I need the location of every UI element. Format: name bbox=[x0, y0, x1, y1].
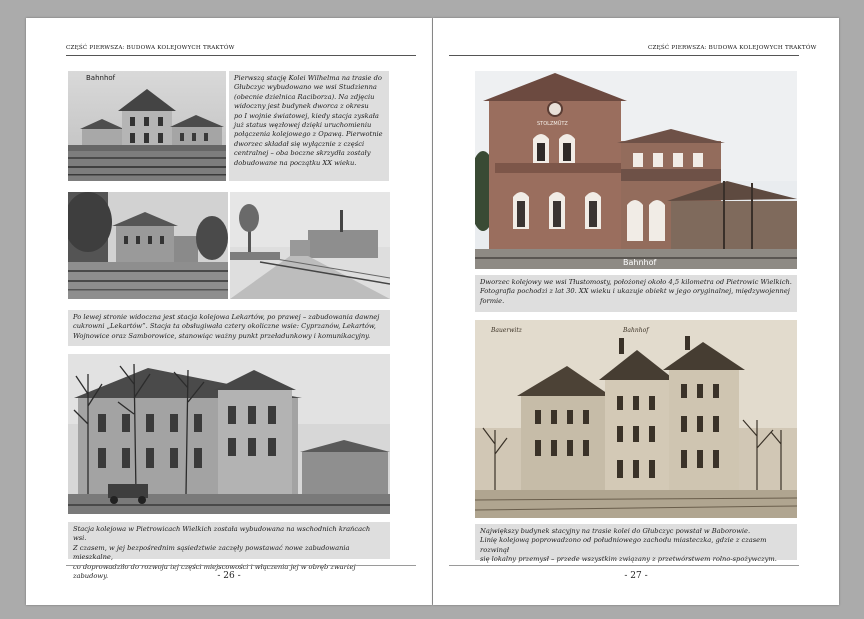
photo-tlustomosty-station bbox=[475, 71, 797, 269]
station-name-sign: STOLZMÜTZ bbox=[537, 121, 568, 127]
page-header: CZĘŚĆ PIERWSZA: BUDOWA KOLEJOWYCH TRAKTÓW bbox=[66, 45, 235, 51]
photo-baborow-station bbox=[475, 320, 797, 518]
photo-studzienna-station bbox=[68, 71, 226, 181]
caption-baborow: Największy budynek stacyjny na trasie kolei do Głubczyc powstał w Baborowie. Linię kolejową poprowadzono od południowego zachodu miasteczka, gdzie z czasem rozwinął się lokalny przemysł – przede wszystkim związany z przetwórstwem rolno-spożywczym. bbox=[475, 524, 797, 560]
footer-rule bbox=[449, 565, 799, 566]
page-number: - 27 - bbox=[624, 571, 648, 581]
photo-label-right: Bahnhof bbox=[623, 327, 649, 334]
photo-label-left: Bauerwitz bbox=[491, 327, 522, 334]
caption-pietrowice-wielkie: Stacja kolejowa w Pietrowicach Wielkich została wybudowana na wschodnich krańcach wsi. Z czasem, w jej bezpośrednim sąsiedztwie zaczęły powstawać nowe zabudowania mieszkalne, co doprowadziło do rozwoju tej części miejscowości i włączenia jej w obręb zwartej zabudowy. bbox=[68, 522, 390, 559]
photo-sign-text: Bahnhof bbox=[86, 74, 116, 82]
page-number: - 26 - bbox=[217, 571, 241, 581]
footer-rule bbox=[66, 565, 416, 566]
photo-pietrowice-wielkie-station bbox=[68, 354, 390, 514]
caption-studzienna: Pierwszą stację Kolei Wilhelma na trasie do Głubczyc wybudowano we wsi Studzienna (obecnie dzielnica Raciborza). Na zdjęciu widoczny jest budynek dworca z okresu po I wojnie światowej, kiedy stacja zyskała już status węzłowej dzięki uruchomieniu połączenia kolejowego z Opawą. Pierwotnie dworzec składał się wyłącznie z części centralnej – oba boczne skrzydła zostały dobudowane na początku XX wieku. bbox=[229, 71, 389, 181]
photo-overlay-text: Bahnhof bbox=[623, 258, 657, 267]
photo-lekartow-sugar-factory bbox=[230, 192, 390, 299]
caption-tlustomosty: Dworzec kolejowy we wsi Tłustomosty, położonej około 4,5 kilometra od Pietrowic Wielkich. Fotografia pochodzi z lat 30. XX wieku i ukazuje obiekt w jego oryginalnej, międzywojennej formie. bbox=[475, 275, 797, 312]
header-rule bbox=[66, 55, 416, 56]
header-rule bbox=[449, 55, 799, 56]
caption-lekartow: Po lewej stronie widoczna jest stacja kolejowa Lekartów, po prawej – zabudowania dawnej cukrowni „Lekartów”. Stacja ta obsługiwała cztery okoliczne wsie: Cyprzanów, Lekartów, Wojnowice oraz Samborowice, stanowiąc ważny punkt przeładunkowy i komunikacyjny. bbox=[68, 310, 390, 346]
right-page bbox=[433, 18, 839, 605]
photo-lekartow-station bbox=[68, 192, 228, 299]
page-header: CZĘŚĆ PIERWSZA: BUDOWA KOLEJOWYCH TRAKTÓW bbox=[648, 45, 817, 51]
left-page bbox=[26, 18, 432, 605]
